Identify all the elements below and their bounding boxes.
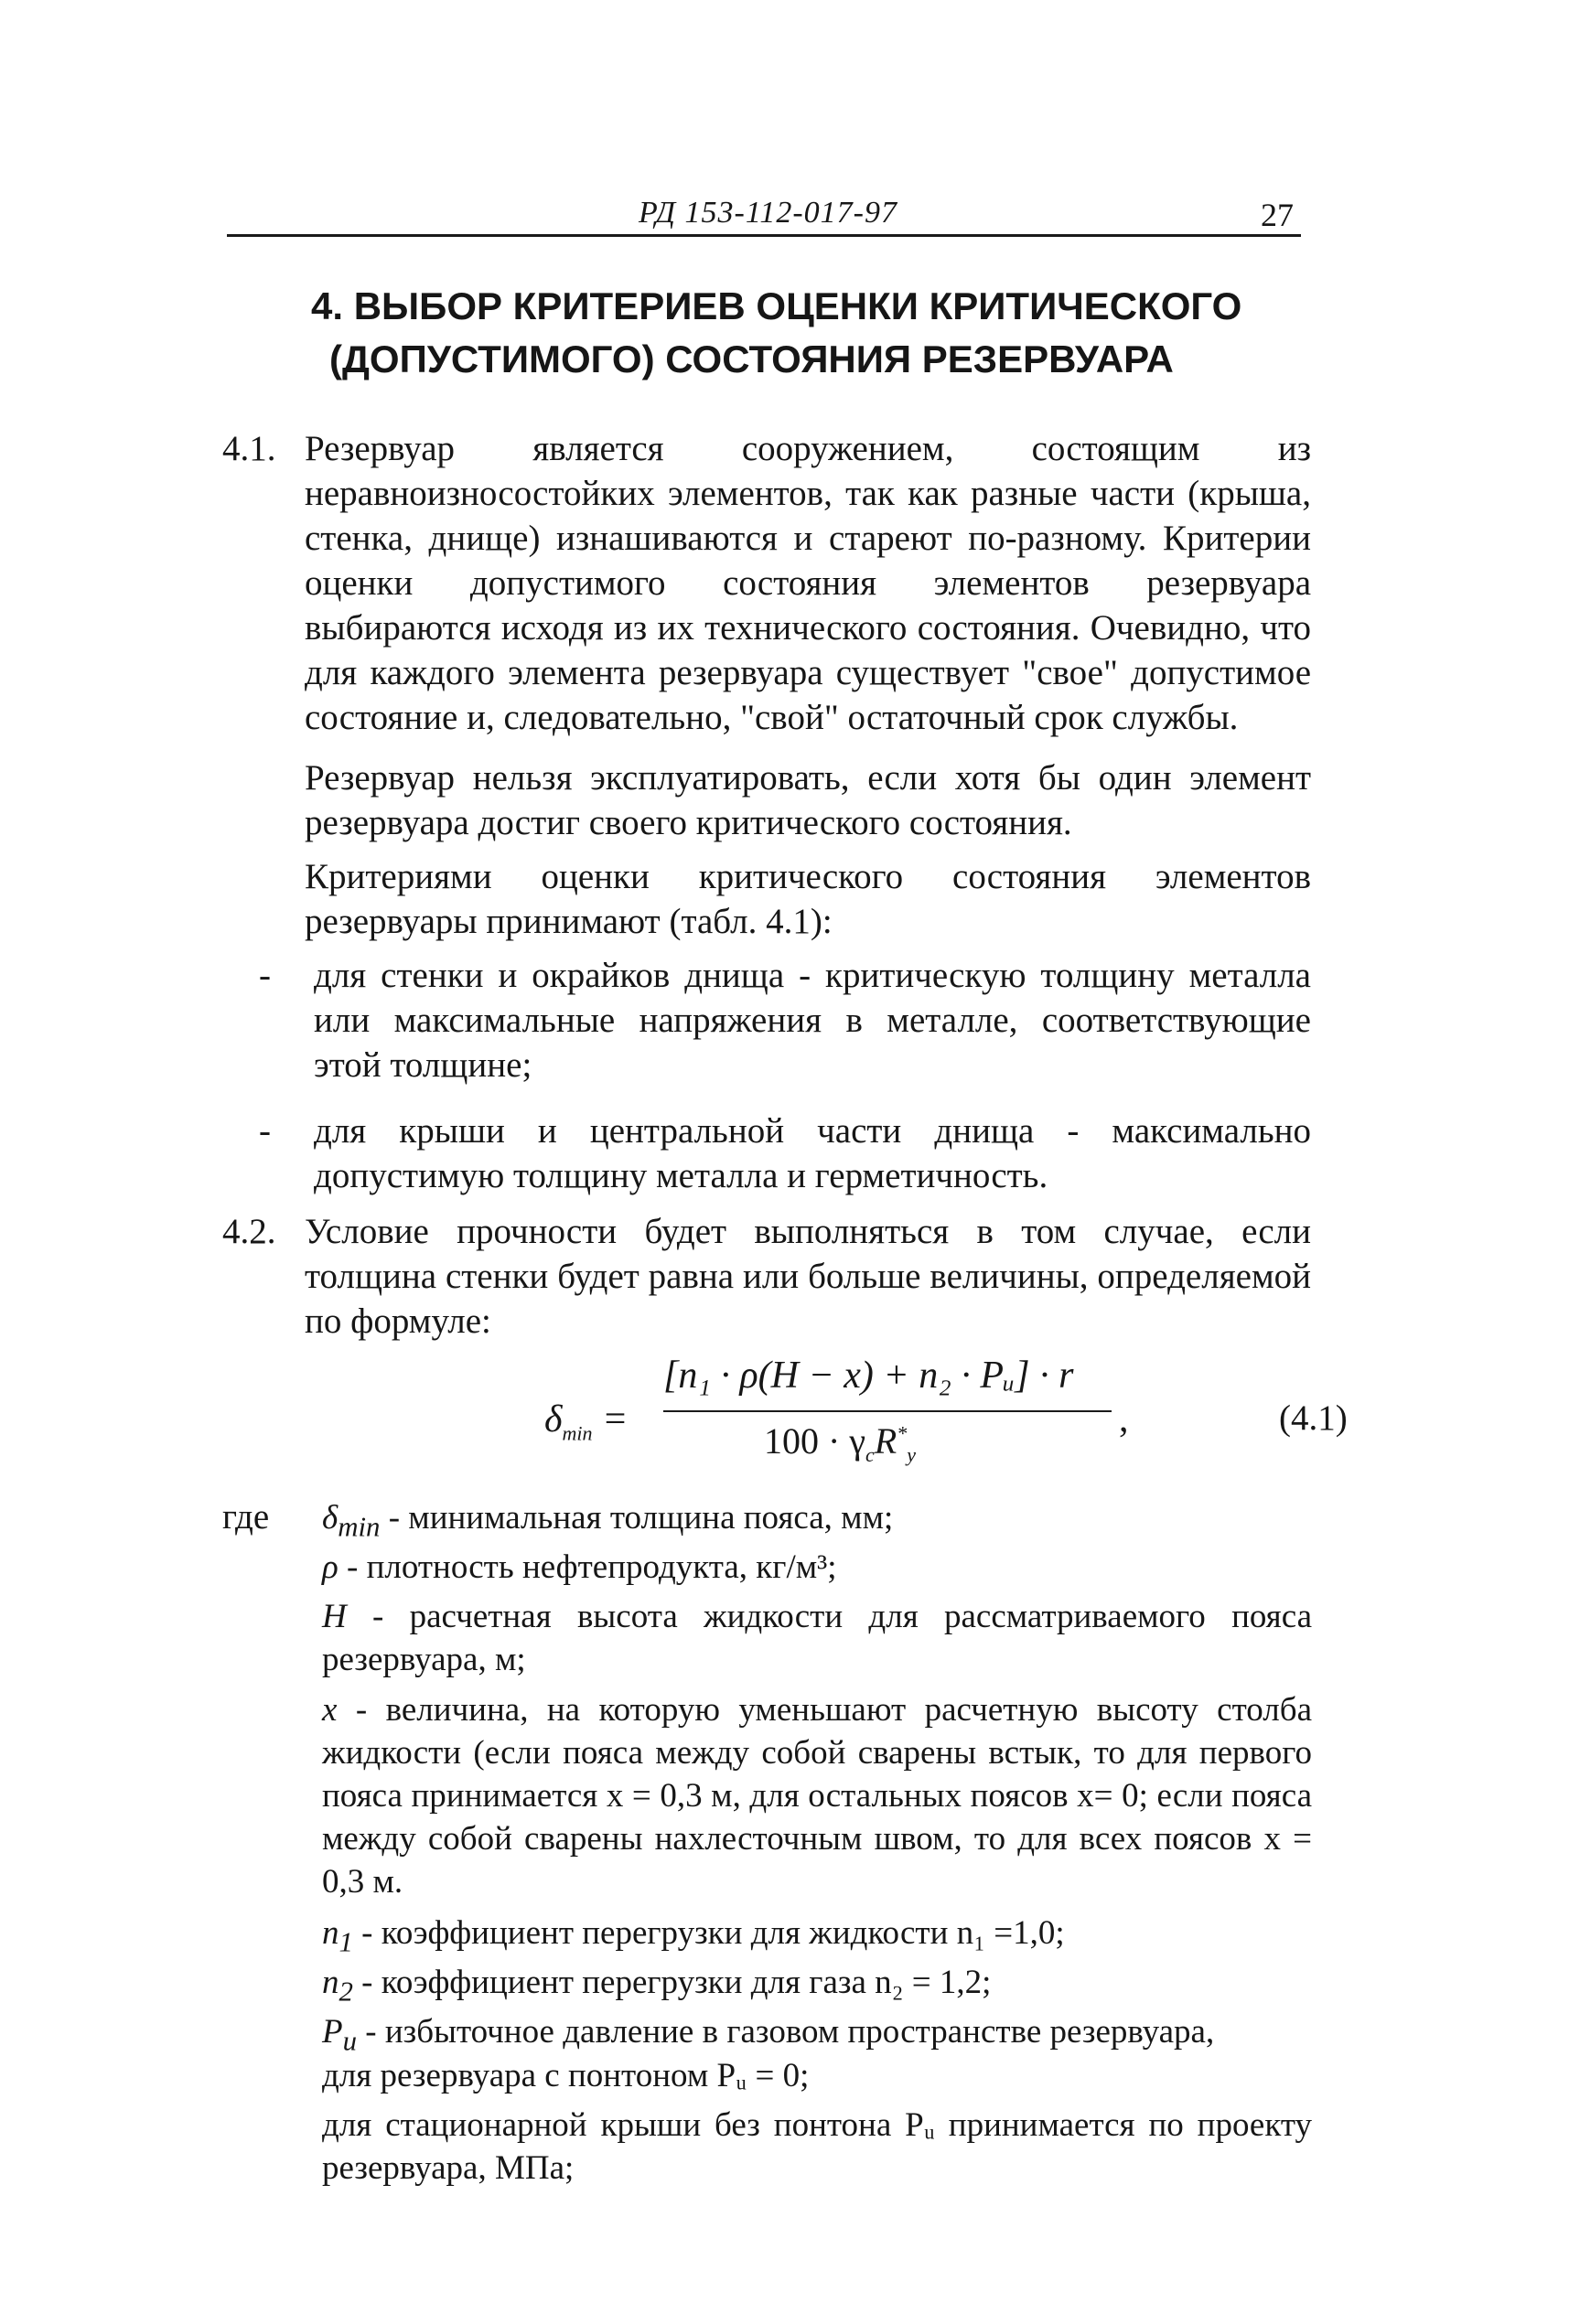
formula-numerator: [n₁ · ρ(H − x) + n₂ · Pᵤ] · r: [663, 1355, 1074, 1397]
clause-4-1-paragraph-2: Резервуар нельзя эксплуатировать, если хотя бы один элемент резервуара достиг своего критического состояния.: [305, 758, 1311, 842]
clause-4-1-paragraph-3: Критериями оценки критического состояния элементов резервуары принимают (табл. 4.1):: [305, 857, 1311, 941]
definition-item: $n_1$ - коэффициент перегрузки для жидкости n₁ =1,0;: [322, 1914, 1065, 1958]
definition-item: $P_и$ - избыточное давление в газовом пространстве резервуара,: [322, 2013, 1215, 2057]
section-title-line-2: (ДОПУСТИМОГО) СОСТОЯНИЯ РЕЗЕРВУАРА: [329, 337, 1174, 380]
clause-number-4-2: 4.2.: [222, 1212, 276, 1251]
fraction-bar: [663, 1410, 1112, 1412]
formula-4-1: [544, 1354, 1166, 1482]
bullet-item-roof: для крыши и центральной части днища - максимально допустимую толщину металла и герметичность.: [314, 1111, 1311, 1195]
definition-item: H - расчетная высота жидкости для рассматриваемого пояса резервуара, м;: [322, 1598, 1312, 1678]
definition-item: $n_2$ - коэффициент перегрузки для газа n₂ = 1,2;: [322, 1964, 992, 2008]
formula-denominator: $100 \cdot \gamma_cR^*_y$: [764, 1420, 916, 1466]
section-title-line-1: 4. ВЫБОР КРИТЕРИЕВ ОЦЕНКИ КРИТИЧЕСКОГО: [311, 284, 1242, 327]
where-label: где: [222, 1497, 270, 1537]
page-number: 27: [1261, 197, 1294, 233]
clause-4-1-text: Резервуар является сооружением, состоящим из неравноизносостойких элементов, так как разные части (крыша, стенка, днище) изнашиваются и стареют по-разному. Критерии оценки допустимого состояния элементов резервуара выбираются исходя из их технического состояния. Очевидно, что для каждого элемента резервуара существует "свое" допустимое состояние и, следовательно, "свой" остаточный срок службы.: [305, 429, 1311, 737]
definition-item: ρ - плотность нефтепродукта, кг/м³;: [322, 1548, 837, 1586]
formula-comma: ,: [1119, 1398, 1129, 1440]
running-header: [227, 194, 1301, 237]
definition-item: x - величина, на которую уменьшают расчетную высоту столба жидкости (если пояса между собой сварены встык, то для первого пояса принимается x = 0,3 м, для остальных поясов x= 0; если пояса между собой сварены нахлесточным швом, то для всех поясов x = 0,3 м.: [322, 1691, 1312, 1901]
bullet-dash: -: [259, 956, 271, 995]
section-title: [311, 280, 1272, 386]
equation-number: (4.1): [1279, 1398, 1348, 1438]
definition-item: $\delta_{min}$ - минимальная толщина пояса, мм;: [322, 1499, 894, 1543]
document-code: РД 153-112-017-97: [639, 196, 897, 230]
bullet-item-wall: для стенки и окрайков днища - критическую толщину металла или максимальные напряжения в металле, соответствующие этой толщине;: [314, 956, 1311, 1085]
formula-lhs: $\delta_{min}$ =: [544, 1398, 629, 1445]
pontoon-line: для резервуара с понтоном Pᵤ = 0;: [322, 2057, 810, 2094]
clause-4-2-text: Условие прочности будет выполняться в том случае, если толщина стенки будет равна или больше величины, определяемой по формуле:: [305, 1212, 1311, 1341]
roof-line: для стационарной крыши без понтона Pᵤ принимается по проекту резервуара, МПа;: [322, 2106, 1312, 2187]
bullet-dash: -: [259, 1111, 271, 1151]
clause-number-4-1: 4.1.: [222, 429, 276, 468]
